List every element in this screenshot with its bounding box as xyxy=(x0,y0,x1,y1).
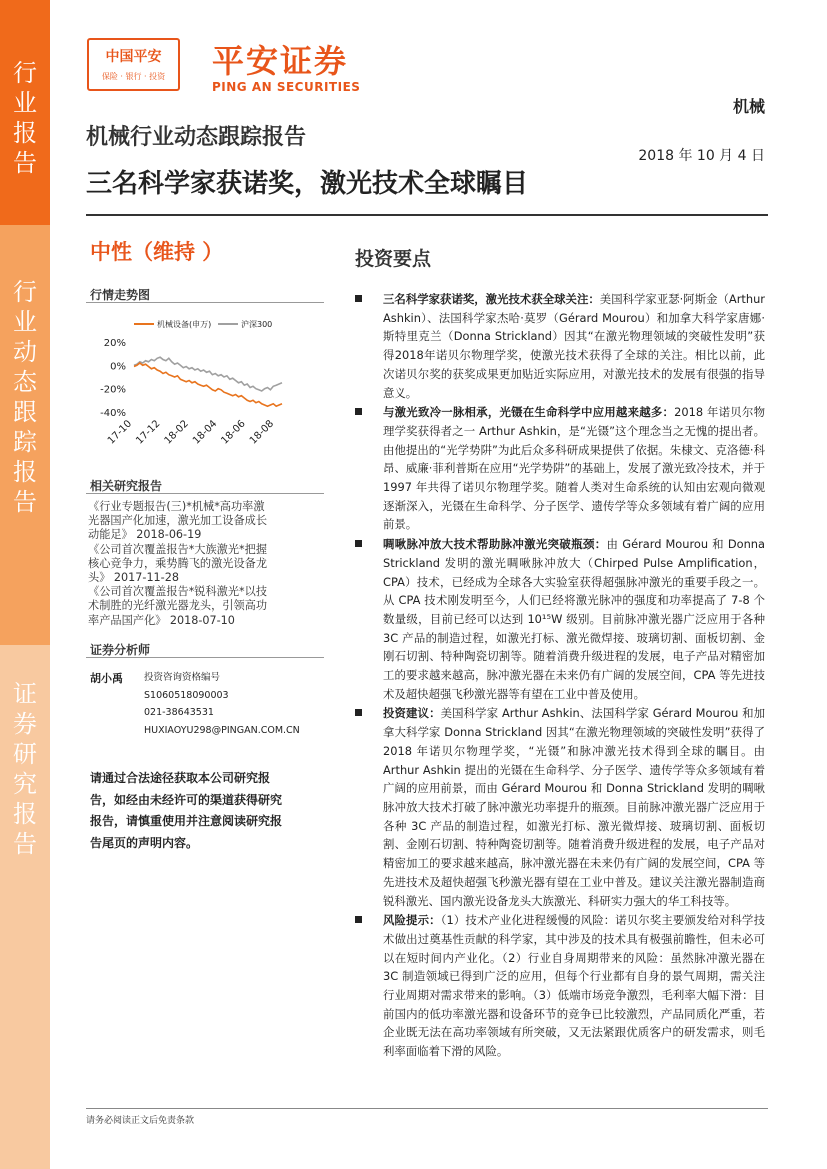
y-tick-label: 20% xyxy=(103,338,126,349)
x-axis xyxy=(106,418,276,446)
strip-industry-report xyxy=(0,0,50,225)
point-item xyxy=(355,704,765,910)
analyst-email: HUXIAOYU298@PINGAN.COM.CN xyxy=(144,724,300,736)
section-divider xyxy=(86,302,324,303)
x-tick-label: 17-12 xyxy=(134,418,163,447)
ping-an-logo xyxy=(87,38,180,91)
point-heading: 三名科学家获诺奖，激光技术获全球关注： xyxy=(383,292,600,306)
related-report-line: 《公司首次覆盖报告*大族激光*把握 xyxy=(88,542,268,556)
report-date: 2018 年 10 月 4 日 xyxy=(638,148,765,164)
strip-char: 踪 xyxy=(13,428,37,456)
section-divider xyxy=(86,493,324,494)
logo-box-text: 中国平安 xyxy=(105,49,162,65)
analyst-phone: 021-38643531 xyxy=(144,707,214,718)
point-text: 2018 年诺贝尔物理学奖获得者之一 Arthur Ashkin，是“光镊”这个理念当之无愧的提出者。由他提出的“光学势阱”为此后众多科研成果提供了依据。朱棣文、克洛德·科昂、威廉·菲利普斯在应用“光学势阱”的基础上，发展了激光致冷技术，并于 1997 年共得了诺贝尔物理学奖。随着人类对生命系统的认知由宏观向微观逐渐深入，光镊在生命科学、分子医学、遗传学等众多领域有着广阔的应用前景。 xyxy=(383,405,765,532)
analyst-info xyxy=(144,669,300,739)
strip-char: 报 xyxy=(13,119,37,147)
rating: 中性（维持 ） xyxy=(90,240,224,264)
point-text: 美国科学家亚瑟·阿斯金（Arthur Ashkin）、法国科学家杰哈·莫罗（Gérard Mourou）和加拿大科学家唐娜·斯特里克兰（Donna Strickland）因其“在激光物理领域的突破性发明”获得2018年诺贝尔物理学奖，使激光技术获得了全球的关注。相比以前，此次诺贝尔奖的获奖成果更加贴近实际应用，对激光技术的发展有很强的指导意义。 xyxy=(383,292,765,400)
related-reports-list xyxy=(88,500,326,628)
page-title: 三名科学家获诺奖，激光技术全球瞩目 xyxy=(86,169,529,199)
title-divider xyxy=(86,214,768,216)
strip-char: 告 xyxy=(13,149,37,177)
ping-an-securities-logo xyxy=(212,36,360,94)
analyst-heading: 证券分析师 xyxy=(90,643,151,657)
point-heading: 啁啾脉冲放大技术帮助脉冲激光突破瓶颈： xyxy=(383,537,607,552)
point-item xyxy=(355,911,765,1061)
brand-name-cn: 平安证券 xyxy=(212,42,349,80)
brand-name-en: PING AN SECURITIES xyxy=(212,80,361,94)
left-strip xyxy=(0,0,50,1169)
point-item xyxy=(355,403,765,534)
point-text: 由 Gérard Mourou 和 Donna Strickland 发明的激光啁啾脉冲放大（Chirped Pulse Amplification，CPA）技术，已经成为全球各大实验室获得超强脉冲激光的重要手段之一。从 CPA 技术刚发明至今，人们已经将激光脉冲的强度和功率提高了 7-8 个数量级，目前已经可以达到 10¹⁵W 级别。目前脉冲激光器广泛应用于各种 3C 产品的制造过程，如激光打标、激光微焊接、玻璃切割、面板切割、金刚石切割、特种陶瓷切割等。随着消费升级进程的发展，电子产品对精密加工的要求越来越高，脉冲激光器在未来仍有广阔的发展空间，CPA 等先进技术及超快超强飞秒激光器等有望在工业中普及使用。 xyxy=(383,537,765,701)
related-report-line: 动能足》 2018-06-19 xyxy=(88,528,202,542)
footer-disclaimer: 请务必阅读正文后免责条款 xyxy=(86,1116,195,1126)
strip-securities-research-report xyxy=(0,645,50,1169)
x-tick-label: 18-04 xyxy=(190,418,220,447)
investment-points xyxy=(355,290,765,1062)
square-bullet-icon xyxy=(355,408,362,415)
strip-char: 报 xyxy=(13,800,37,828)
related-report-line: 率产品国产化》 2018-07-10 xyxy=(88,613,235,627)
related-report-line: 《行业专题报告(三)*机械*高功率激 xyxy=(88,500,265,513)
square-bullet-icon xyxy=(355,540,362,547)
chart-legend xyxy=(134,319,272,329)
legend-label-hs300: 沪深300 xyxy=(241,320,273,329)
related-report-line: 术制胜的光纤激光器龙头，引领高功 xyxy=(88,599,268,613)
strip-char: 券 xyxy=(13,710,37,738)
x-tick-label: 17-10 xyxy=(105,418,135,447)
related-heading: 相关研究报告 xyxy=(90,479,163,493)
x-tick-label: 18-08 xyxy=(247,418,277,447)
square-bullet-icon xyxy=(355,916,362,923)
strip-dynamic-tracking-report xyxy=(0,225,50,645)
strip-char: 告 xyxy=(13,830,37,858)
square-bullet-icon xyxy=(355,295,362,302)
chart-series xyxy=(134,357,282,406)
point-heading: 投资建议： xyxy=(383,706,441,721)
y-axis xyxy=(100,338,126,419)
y-tick-label: 0% xyxy=(110,361,126,373)
related-report-line: 核心竞争力，乘势腾飞的激光设备龙 xyxy=(88,556,268,570)
y-tick-label: -20% xyxy=(100,384,126,396)
analyst-name: 胡小禹 xyxy=(90,672,123,685)
logo-box-subtext: 保险 · 银行 · 投资 xyxy=(101,72,166,81)
section-divider xyxy=(86,657,324,658)
trend-chart xyxy=(88,306,324,464)
point-item xyxy=(355,535,765,703)
strip-char: 研 xyxy=(13,740,37,768)
point-heading: 风险提示： xyxy=(383,913,441,928)
report-type: 机械行业动态跟踪报告 xyxy=(86,125,307,150)
point-text: 美国科学家 Arthur Ashkin、法国科学家 Gérard Mourou 和加拿大科学家 Donna Strickland 因其“在激光物理领域的突破性发明”获得了 2018 年诺贝尔物理学奖，“光镊”和脉冲激光技术得到全球的瞩目。由 Arthur Ashkin 提出的光镊在生命科学、分子医学、遗传学等众多领域有着广阔的应用前景，而由 Gérard Mourou 和 Donna Strickland 发明的啁啾脉冲放大技术打破了脉冲激光功率提升的瓶颈。目前脉冲激光器广泛应用于各种 3C 产品的制造过程，如激光打标、激光微焊接、玻璃切割、面板切割、金刚石切割、特种陶瓷切割等。随着消费升级进程的发展，电子产品对精密加工的要求越来越高，脉冲激光器在未来仍有广阔的发展空间，CPA 等先进技术及超快超强飞秒激光器有望在工业中普及。建议关注激光器制造商锐科激光、国内激光设备龙头大族激光、科研实力强大的华工科技等。 xyxy=(383,706,765,908)
footer-divider xyxy=(86,1108,768,1109)
point-text: （1）技术产业化进程缓慢的风险：诺贝尔奖主要颁发给对科学技术做出过奠基性贡献的科学家，其中涉及的技术具有极强前瞻性，但未必可以在短时间内产业化。（2）行业自身周期带来的风险：虽然脉冲激光器在 3C 制造领域已得到广泛的应用，但每个行业都有自身的景气周期，需关注行业周期对需求带来的影响。（3）低端市场竞争激烈，毛利率大幅下滑：目前国内的低功率激光器和设备环节的竞争已比较激烈，产品同质化严重，若企业既无法在高功率领域有所突破，又无法紧跟优质客户的研发需求，则毛利率面临着下滑的风险。 xyxy=(383,913,765,1059)
analyst-qualification: 投资咨询资格编号 xyxy=(144,672,221,683)
strip-char: 业 xyxy=(13,308,37,336)
related-report-line: 头》 2017-11-28 xyxy=(88,571,179,585)
trend-heading: 行情走势图 xyxy=(90,288,151,302)
legal-notice: 请通过合法途径获取本公司研究报告，如经由未经许可的渠道获得研究报告，请慎重使用并注意阅读研究报告尾页的声明内容。 xyxy=(90,771,283,850)
series-line-industry xyxy=(134,363,282,406)
strip-char: 态 xyxy=(13,368,37,396)
related-report-line: 光器国产化加速，激光加工设备成长 xyxy=(88,514,268,528)
analyst-license-id: S1060518090003 xyxy=(144,689,229,701)
related-report-line: 《公司首次覆盖报告*锐科激光*以技 xyxy=(88,585,268,599)
strip-char: 行 xyxy=(13,278,37,306)
point-item xyxy=(355,290,765,402)
x-tick-label: 18-02 xyxy=(162,418,191,447)
strip-char: 动 xyxy=(13,338,37,366)
strip-char: 证 xyxy=(13,680,37,708)
legend-label-industry: 机械设备(申万) xyxy=(157,320,212,329)
square-bullet-icon xyxy=(355,709,362,716)
strip-char: 告 xyxy=(13,488,37,516)
x-tick-label: 18-06 xyxy=(219,418,248,447)
strip-char: 跟 xyxy=(13,398,37,426)
point-heading: 与激光致冷一脉相承，光镊在生命科学中应用越来越多： xyxy=(383,405,675,420)
strip-char: 究 xyxy=(13,770,37,798)
strip-char: 行 xyxy=(13,59,37,87)
industry-label: 机械 xyxy=(732,97,765,116)
strip-char: 业 xyxy=(13,89,37,117)
investment-points-title: 投资要点 xyxy=(355,248,432,270)
y-tick-label: -40% xyxy=(100,408,126,419)
strip-char: 报 xyxy=(13,458,37,486)
